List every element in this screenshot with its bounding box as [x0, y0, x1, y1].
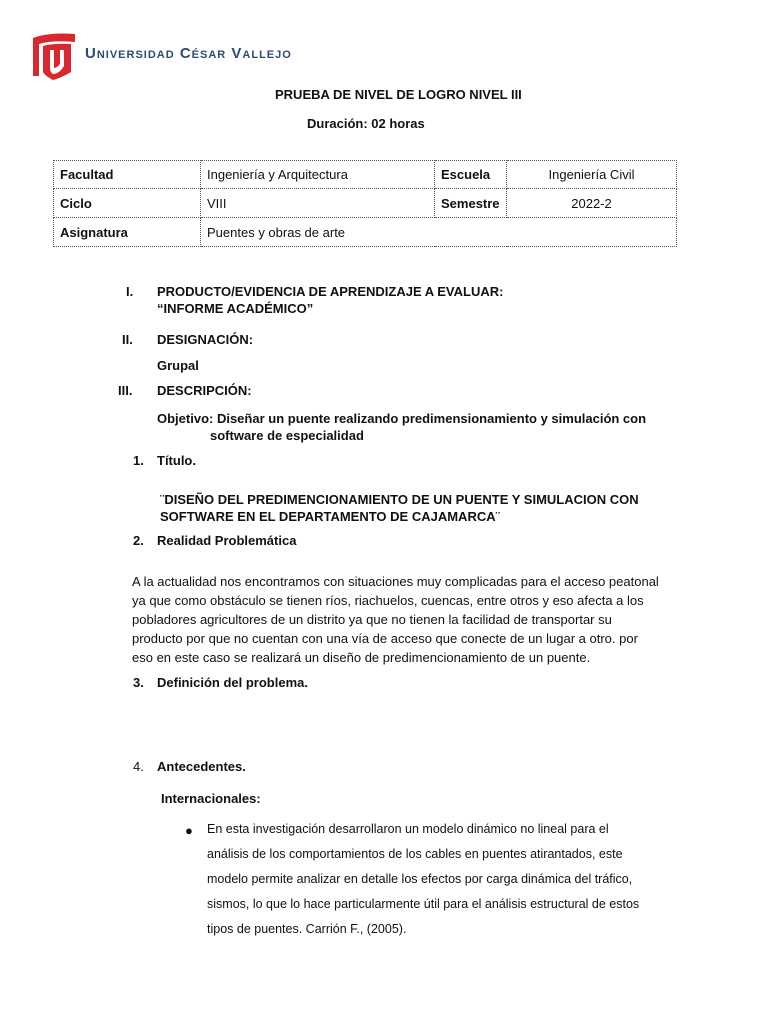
course-info-table — [53, 160, 677, 247]
problem-paragraph — [132, 572, 692, 667]
exam-duration: Duración: 02 horas — [307, 116, 425, 131]
university-name: Universidad César Vallejo — [85, 45, 292, 62]
table-row — [54, 189, 677, 218]
bullet-line: sismos, lo que lo hace particularmente útil para el análisis estructural de estos — [207, 897, 640, 911]
section-numeral: I. — [126, 284, 134, 299]
university-logo-icon — [31, 32, 77, 80]
section-heading: DESCRIPCIÓN: — [157, 383, 252, 398]
table-cell: Asignatura — [54, 218, 201, 247]
exam-title: PRUEBA DE NIVEL DE LOGRO NIVEL III — [275, 87, 522, 102]
section-numeral: II. — [122, 332, 133, 347]
item-heading: Definición del problema. — [157, 675, 308, 690]
objective-label: Objetivo: — [157, 411, 214, 426]
section-heading: PRODUCTO/EVIDENCIA DE APRENDIZAJE A EVALUAR: — [157, 284, 504, 299]
section-numeral: III. — [118, 383, 133, 398]
paragraph-line: A la actualidad nos encontramos con situaciones muy complicadas para el acceso peatonal — [132, 574, 659, 589]
objective-line — [157, 411, 646, 426]
bullet-line: tipos de puentes. Carrión F., (2005). — [207, 922, 407, 936]
section-subheading: “INFORME ACADÉMICO” — [157, 301, 314, 316]
item-number: 4. — [133, 759, 144, 774]
table-cell: Ingeniería y Arquitectura — [201, 161, 435, 189]
paragraph-line: pobladores agricultores de un distrito ya que no tienen la facilidad de transportar su — [132, 612, 612, 627]
subsection-heading: Internacionales: — [161, 791, 261, 806]
bullet-icon: ● — [185, 823, 193, 838]
table-cell: Ingeniería Civil — [507, 161, 677, 189]
item-heading: Título. — [157, 453, 196, 468]
item-heading: Antecedentes. — [157, 759, 246, 774]
bullet-line: En esta investigación desarrollaron un modelo dinámico no lineal para el — [207, 822, 609, 836]
table-cell: 2022-2 — [507, 189, 677, 218]
table-cell: Ciclo — [54, 189, 201, 218]
objective-text: Diseñar un puente realizando predimensionamiento y simulación con — [213, 411, 647, 426]
objective-text-cont: software de especialidad — [210, 428, 364, 443]
section-heading: DESIGNACIÓN: — [157, 332, 254, 347]
bullet-line: modelo permite analizar en detalle los efectos por carga dinámica del tráfico, — [207, 872, 633, 886]
item-number: 2. — [133, 533, 144, 548]
bullet-text — [207, 817, 639, 942]
table-row — [54, 161, 677, 189]
paragraph-line: producto por que no cuentan con una vía de acceso que conecte de un lugar a otro. por — [132, 631, 638, 646]
item-heading: Realidad Problemática — [157, 533, 297, 548]
item-number: 1. — [133, 453, 144, 468]
project-title-line: ¨DISEÑO DEL PREDIMENCIONAMIENTO DE UN PUENTE Y SIMULACION CON — [160, 492, 639, 507]
bullet-line: análisis de los comportamientos de los cables en puentes atirantados, este — [207, 847, 623, 861]
section-value: Grupal — [157, 358, 199, 373]
table-row — [54, 218, 677, 247]
paragraph-line: eso en este caso se realizará un diseño de predimencionamiento de un puente. — [132, 650, 591, 665]
paragraph-line: ya que como obstáculo se tienen ríos, riachuelos, cuencas, entre otros y eso afecta a los — [132, 593, 644, 608]
table-cell: VIII — [201, 189, 435, 218]
table-cell: Escuela — [435, 161, 507, 189]
table-cell: Semestre — [435, 189, 507, 218]
project-title-line: SOFTWARE EN EL DEPARTAMENTO DE CAJAMARCA¨ — [160, 509, 500, 524]
table-cell: Facultad — [54, 161, 201, 189]
table-cell: Puentes y obras de arte — [201, 218, 677, 247]
item-number: 3. — [133, 675, 144, 690]
